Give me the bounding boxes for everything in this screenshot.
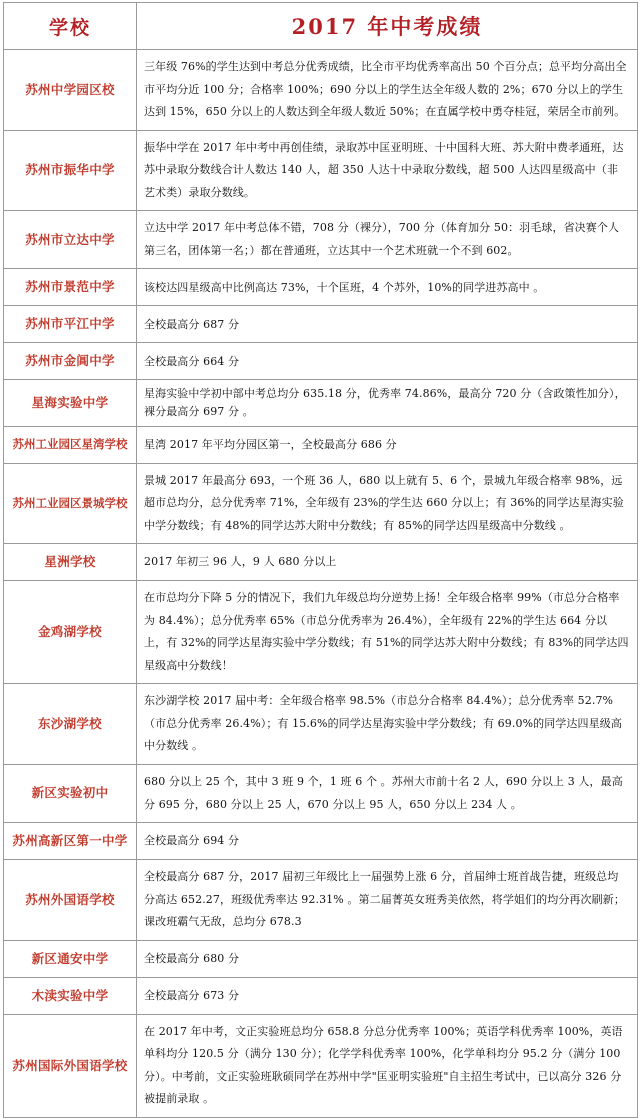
school-name-cell: 新区实验初中 [4,765,137,823]
school-name-cell: 新区通安中学 [4,940,137,977]
table-body [4,50,638,1118]
school-name-cell: 星洲学校 [4,544,137,581]
exam-result-cell: 全校最高分 680 分 [137,940,638,977]
exam-result-cell: 在 2017 年中考，文正实验班总均分 658.8 分总分优秀率 100%；英语学科优秀率 100%，英语单科均分 120.5 分（满分 130 分）；化学学科优秀率 100%，化学单科均分 95.2 分（满分 100 分）。中考前，文正实验班耿硕同学在苏州中学"匡亚明实验班"自主招生考试中，已以高分 326 分被提前录取 。 [137,1014,638,1117]
table-row [4,426,638,463]
exam-result-cell: 立达中学 2017 年中考总体不错，708 分（裸分），700 分（体育加分 50：羽毛球，省决赛个人第三名，团体第一名；）都在普通班，立达其中一个艺术班就一个不到 602。 [137,211,638,269]
table-row [4,463,638,544]
table-row [4,765,638,823]
exam-result-cell: 全校最高分 664 分 [137,343,638,380]
exam-result-cell: 东沙湖学校 2017 届中考：全年级合格率 98.5%（市总分合格率 84.4%）；总分优秀率 52.7%（市总分优秀率 26.4%）；有 15.6%的同学达星海实验中学分数线；有 69.0%的同学达四星级高中分数线 。 [137,684,638,765]
table-row [4,130,638,211]
school-name-cell: 星海实验中学 [4,380,137,426]
school-name-cell: 苏州市平江中学 [4,306,137,343]
exam-result-cell: 680 分以上 25 个，其中 3 班 9 个，1 班 6 个 。苏州大市前十名 2 人，690 分以上 3 人，最高分 695 分，680 分以上 25 人，670 分以上 95 人，650 分以上 234 人 。 [137,765,638,823]
exam-result-cell: 全校最高分 687 分，2017 届初三年级比上一届强势上涨 6 分，首届绅士班首战告捷，班级总均分高达 652.27，班级优秀率达 92.31% 。第二届菁英女班秀美依然，将学姐们的均分再次刷新；课改班霸气无敌，总均分 678.3 [137,860,638,941]
exam-result-cell: 景城 2017 年最高分 693，一个班 36 人，680 以上就有 5、6 个，景城九年级合格率 98%，远超市总均分，总分优秀率 71%，全年级有 23%的学生达 660 分以上；有 36%的同学达星海实验中学分数线；有 48%的同学达苏大附中分数线；有 85%的同学达四星级高中分数线 。 [137,463,638,544]
exam-result-cell: 全校最高分 673 分 [137,977,638,1014]
table-row [4,50,638,131]
school-name-cell: 苏州工业园区景城学校 [4,463,137,544]
table-row [4,380,638,426]
school-name-cell: 苏州市景范中学 [4,269,137,306]
table-header [4,3,638,50]
school-name-cell: 苏州外国语学校 [4,860,137,941]
table-row [4,306,638,343]
header-result: 2017 年中考成绩 [137,3,638,50]
table-row [4,211,638,269]
exam-result-cell: 振华中学在 2017 年中考中再创佳绩，录取苏中匡亚明班、十中国科大班、苏大附中费孝通班，达苏中录取分数线合计人数达 140 人，超 350 人达十中录取分数线，超 500 人达四星级高中（非艺术类）录取分数线。 [137,130,638,211]
table-row [4,1014,638,1117]
exam-result-cell: 在市总均分下降 5 分的情况下，我们九年级总均分逆势上扬！全年级合格率 99%（市总分合格率为 84.4%）；总分优秀率 65%（市总分优秀率为 26.4%），全年级有 22%的学生达 664 分以上，有 32%的同学达星海实验中学分数线；有 51%的同学达苏大附中分数线；有 83%的同学达四星级高中分数线！ [137,581,638,684]
school-name-cell: 苏州市立达中学 [4,211,137,269]
table-row [4,684,638,765]
exam-result-cell: 2017 年初三 96 人，9 人 680 分以上 [137,544,638,581]
school-name-cell: 木渎实验中学 [4,977,137,1014]
table-row [4,343,638,380]
exam-result-cell: 该校达四星级高中比例高达 73%，十个匡班，4 个苏外，10%的同学进苏高中 。 [137,269,638,306]
exam-result-cell: 三年级 76%的学生达到中考总分优秀成绩，比全市平均优秀率高出 50 个百分点；总平均分高出全市平均分近 100 分；合格率 100%；690 分以上的学生达全年级人数的 2%；670 分以上的学生达到 15%，650 分以上的人数达到全年级人数近 50%；在直属学校中勇夺桂冠，荣居全市前列。 [137,50,638,131]
exam-result-cell: 星湾 2017 年平均分园区第一，全校最高分 686 分 [137,426,638,463]
exam-results-table [3,2,638,1118]
table-header-row [4,3,638,50]
header-school: 学校 [4,3,137,50]
exam-result-cell: 星海实验中学初中部中考总均分 635.18 分，优秀率 74.86%，最高分 720 分（含政策性加分），裸分最高分 697 分 。 [137,380,638,426]
table-row [4,977,638,1014]
table-row [4,544,638,581]
school-name-cell: 苏州市振华中学 [4,130,137,211]
table-row [4,581,638,684]
school-name-cell: 苏州市金阊中学 [4,343,137,380]
school-name-cell: 苏州工业园区星湾学校 [4,426,137,463]
school-name-cell: 东沙湖学校 [4,684,137,765]
school-name-cell: 苏州高新区第一中学 [4,823,137,860]
table-row [4,269,638,306]
exam-result-cell: 全校最高分 694 分 [137,823,638,860]
table-row [4,860,638,941]
school-name-cell: 苏州中学园区校 [4,50,137,131]
school-name-cell: 苏州国际外国语学校 [4,1014,137,1117]
school-name-cell: 金鸡湖学校 [4,581,137,684]
table-row [4,823,638,860]
exam-result-cell: 全校最高分 687 分 [137,306,638,343]
table-row [4,940,638,977]
